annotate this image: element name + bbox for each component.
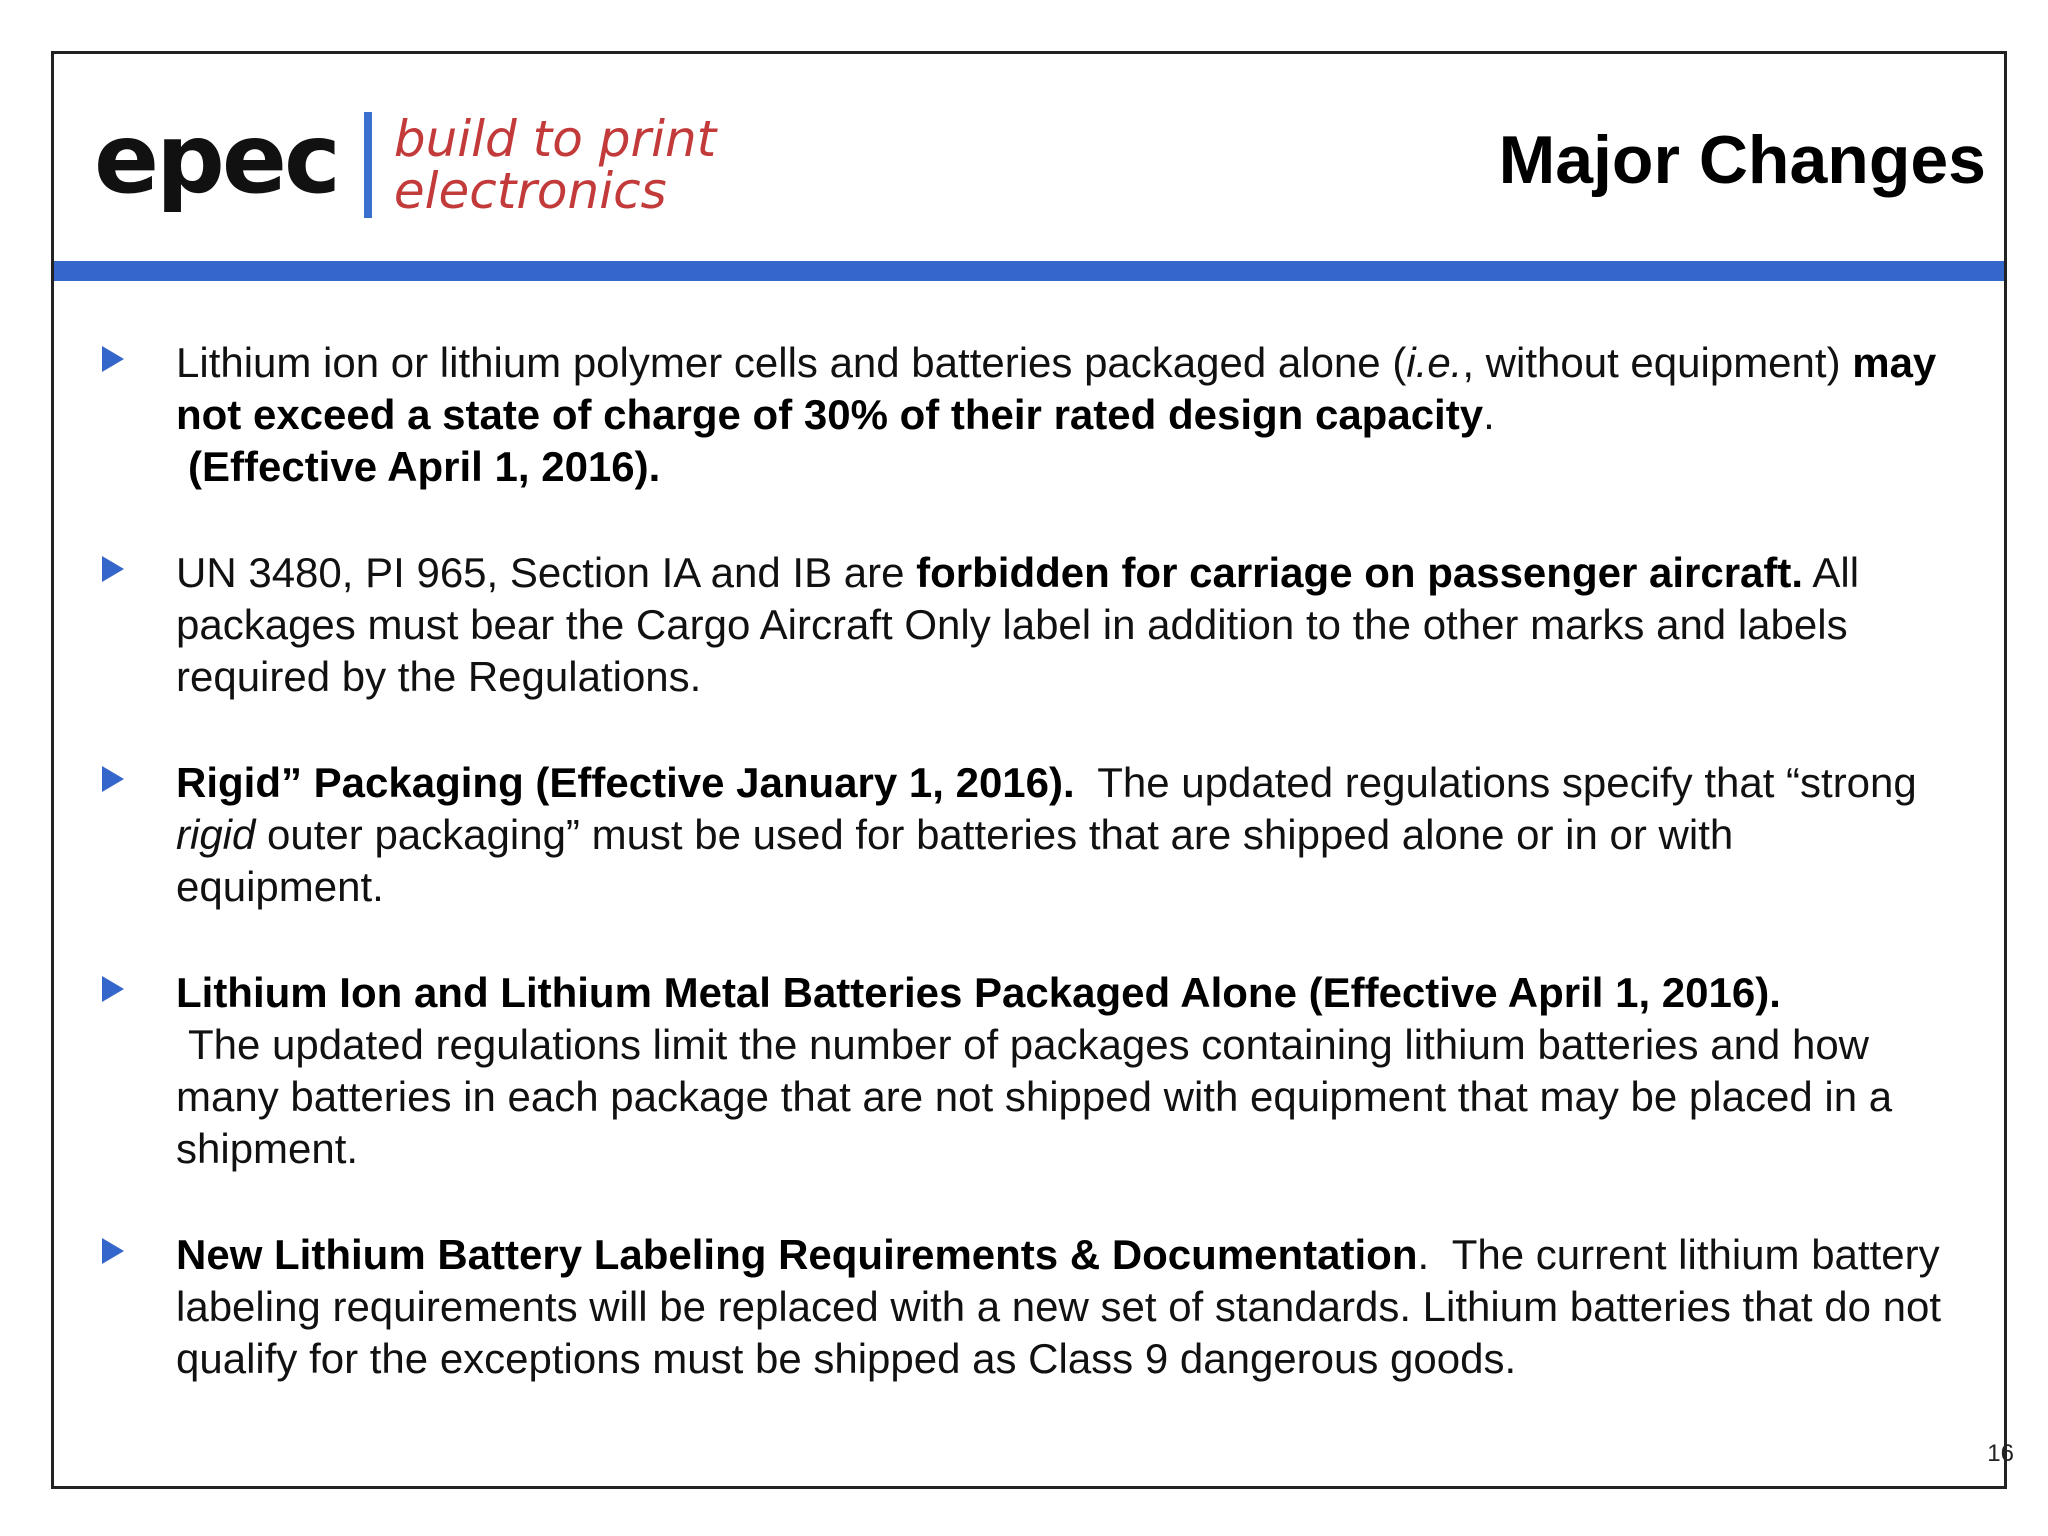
bullet-text-bold: forbidden for carriage on passenger aircraft. — [916, 549, 1804, 596]
bullet-text-run: All packages must bear the Cargo Aircraft Only label in addition to the other marks and labels required by the Regulations. — [176, 549, 1860, 700]
logo-tagline-line1: build to print — [393, 110, 717, 168]
slide — [51, 51, 2014, 1489]
logo-wordmark: epec — [94, 103, 338, 215]
bullet-list — [54, 337, 2004, 1439]
slide-title: Major Changes — [1498, 122, 1986, 198]
bullet-text — [176, 967, 1944, 1175]
bullet-text-bold: Rigid” Packaging (Effective January 1, 2016). — [176, 759, 1075, 806]
bullet-text — [176, 757, 1944, 913]
bullet-text-bold: Lithium Ion and Lithium Metal Batteries Packaged Alone (Effective April 1, 2016). — [176, 969, 1781, 1016]
bullet-text-bold: New Lithium Battery Labeling Requirements & Documentation — [176, 1231, 1418, 1278]
bullet-text-run: The updated regulations limit the number of packages containing lithium batteries and how many batteries in each package that are not shipped with equipment that may be placed in a shipment. — [176, 1021, 1893, 1172]
bullet-item-labeling-requirements — [54, 1229, 2004, 1385]
logo-tagline — [393, 110, 717, 220]
bullet-text — [176, 1229, 1953, 1385]
bullet-item-packaged-alone — [54, 967, 2004, 1175]
bullet-text-bold: (Effective April 1, 2016). — [188, 443, 661, 490]
bullet-text-run: . The current lithium battery labeling requirements will be replaced with a new set of standards. Lithium batteries that do not qualify for the exceptions must be shipped as Class 9 dangerous goods. — [176, 1231, 1953, 1382]
logo-tagline-line2: electronics — [393, 162, 667, 220]
bullet-text-run: UN 3480, PI 965, Section IA and IB are — [176, 549, 917, 596]
triangle-bullet-icon — [102, 346, 124, 372]
triangle-bullet-icon — [102, 556, 124, 582]
bullet-text-run: Lithium ion or lithium polymer cells and batteries packaged alone ( — [176, 339, 1407, 386]
logo-divider — [364, 112, 372, 218]
triangle-bullet-icon — [102, 976, 124, 1002]
triangle-bullet-icon — [102, 766, 124, 792]
bullet-text — [176, 337, 1944, 493]
bullet-text — [176, 547, 1944, 703]
bullet-text-italic: rigid — [176, 811, 256, 858]
bullet-item-state-of-charge — [54, 337, 2004, 493]
header-accent-bar — [54, 261, 2004, 281]
bullet-item-rigid-packaging — [54, 757, 2004, 913]
triangle-bullet-icon — [102, 1238, 124, 1264]
bullet-text-run: . — [1483, 391, 1495, 438]
bullet-item-passenger-aircraft — [54, 547, 2004, 703]
bullet-text-run: The updated regulations specify that “strong — [1074, 759, 1929, 806]
bullet-text-italic: i.e. — [1406, 339, 1463, 386]
epec-logo — [94, 103, 717, 220]
bullet-text-bold: may not exceed a state of charge of 30% of their rated design capacity — [176, 339, 1937, 438]
bullet-text-run: , without equipment) — [1462, 339, 1853, 386]
page-number: 16 — [1987, 1440, 2014, 1467]
bullet-text-run: outer packaging” must be used for batteries that are shipped alone or in or with equipment. — [176, 811, 1734, 910]
